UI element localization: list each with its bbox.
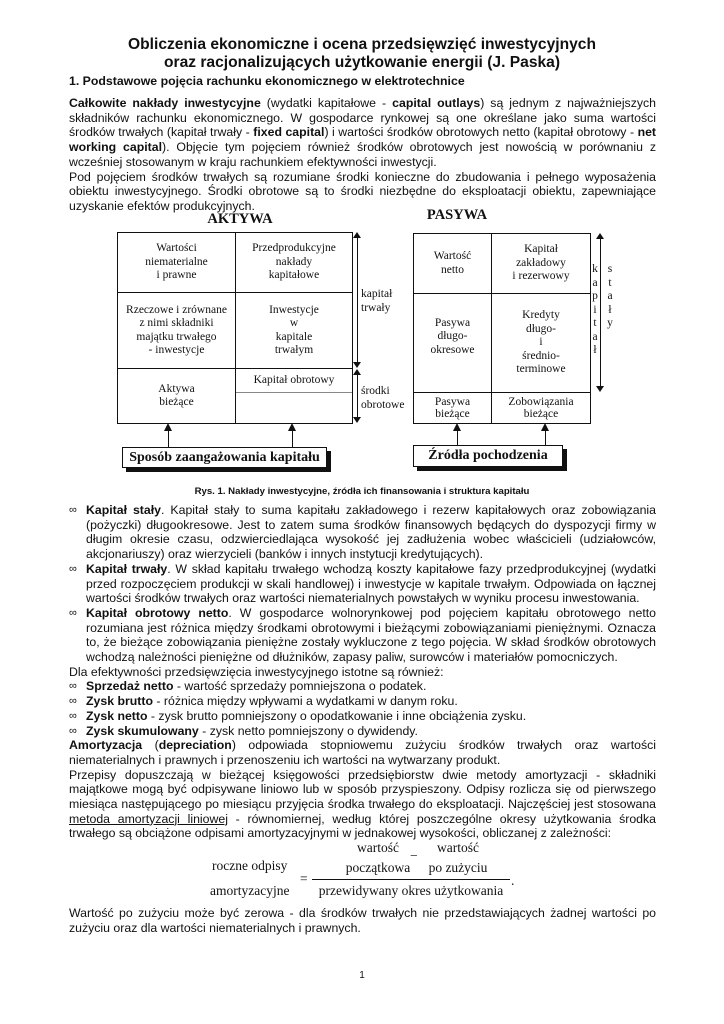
list-item: ∞ Zysk brutto - różnica między wpływami a wydatkami w danym roku. xyxy=(69,694,458,709)
figure-caption: Rys. 1. Nakłady inwestycyjne, źródła ich finansowania i struktura kapitału xyxy=(194,486,530,497)
bullet-icon: ∞ xyxy=(69,562,77,575)
pasywa-cell: Kapitał zakładowy i rezerwowy xyxy=(512,243,570,283)
amortization-paragraph: Amortyzacja (depreciation) odpowiada stopniowemu zużyciu środków trwałych oraz wartości niematerialnych i prawnych i przenoszeniu ich wartości na wytwarzany produkt. xyxy=(69,738,656,767)
rules-paragraph: Przepisy dopuszczają w bieżącej księgowości przedsiębiorstw dwie metody amortyzacji - składniki majątkowe mogą być odpisywane liniowo lub w sposób przyspieszony. Odpisy rozlicza się od pierwszego miesiąca następującego po miesiącu przyjęcia środka trwałego do eksploatacji. Najczęściej jest stosowana metoda amortyzacji liniowej - równomiernej, według której poszczególne okresy użytkowania środka trwałego są obciążone odpisami amortyzacyjnymi w jednakowej wysokości, obliczanej z zależności: xyxy=(69,767,657,841)
depreciation-formula xyxy=(0,838,724,898)
list-item: ∞ Kapitał stały. Kapitał stały to suma kapitału zakładowego i rezerw kapitałowych oraz zobowiązania (pożyczki) długookresowe. Jest to zatem suma środków finansowych będących do dyspozycji firmy w długim okresie czasu, odzwierciedlająca wysokość jej zadłużenia wobec właścicieli (udziałowców, akcjonariuszy) oraz wierzycieli (banków i innych instytucji kredytujących). xyxy=(69,503,656,562)
capital-structure-diagram xyxy=(0,0,724,480)
formula-period: . xyxy=(511,873,515,888)
bullet-icon: ∞ xyxy=(69,680,77,693)
pasywa-cell: Pasywa długo- okresowe xyxy=(430,316,475,356)
list-item: ∞ Kapitał obrotowy netto. W gospodarce wolnorynkowej pod pojęciem kapitału obrotowego netto rozumiana jest różnica między środkami obrotowymi i bieżącymi zobowiązaniami pieniężnymi. Oznacza to, że bieżące zobowiązania pieniężne zostały wykluczone z tego pojęcia. W skład środków obrotowych wchodzą należności pieniężne od dłużników, zapasy paliw, surowców i materiałów pomocniczych. xyxy=(69,605,656,665)
bullet-icon: ∞ xyxy=(69,695,77,708)
formula-minus: − xyxy=(410,848,418,863)
intro-paragraph-1: Całkowite nakłady inwestycyjne (wydatki kapitałowe - capital outlays) są jednym z najważniejszych składników rachunku ekonomicznego. W gospodarce rynkowej są one określane jako suma wartości środków trwałych (kapitał trwały - fixed capital) i wartości środków obrotowych netto (kapitał obrotowy - net working capital). Objęcie tym pojęciem również środków obrotowych jest nowością w porównaniu z wcześniej stosowanym w kraju rachunkiem efektywności inwestycji. xyxy=(69,96,657,169)
linear-method-term: metoda amortyzacji liniowej xyxy=(69,811,228,826)
label-current-assets: środki obrotowe xyxy=(361,385,405,411)
aktywa-cell: Kapitał obrotowy xyxy=(253,373,335,386)
aktywa-cell: Rzeczowe i zrównane z nimi składniki majątku trwałego - inwestycje xyxy=(126,303,227,356)
efficiency-list xyxy=(69,679,656,738)
intro-paragraph-2: Pod pojęciem środków trwałych są rozumiane środki konieczne do zbudowania i pełnego wyposażenia obiektu inwestycyjnego. Środki obrotowe są to środki niezbędne do eksploatacji obiektu, zapewniające uzyskanie efektów produkcyjnych. xyxy=(69,169,656,213)
title-line-1: Obliczenia ekonomiczne i ocena przedsięwzięć inwestycyjnych xyxy=(128,36,596,53)
formula-lhs-bottom: amortyzacyjne xyxy=(210,883,290,898)
capital-definitions-list xyxy=(69,503,656,665)
formula-num1a: wartość xyxy=(357,840,399,855)
pasywa-footer-box: Źródła pochodzenia xyxy=(413,445,563,467)
label-kapital-vertical: k a p i t a ł xyxy=(592,263,598,356)
title-line-2: oraz racjonalizujących użytkowanie energii (J. Paska) xyxy=(163,54,561,71)
efficiency-intro: Dla efektywności przedsięwzięcia inwestycyjnego istotne są również: xyxy=(69,664,444,679)
aktywa-cell: Aktywa bieżące xyxy=(158,382,195,408)
formula-lhs-top: roczne odpisy xyxy=(212,858,288,873)
pasywa-cell: Wartość netto xyxy=(433,250,472,276)
aktywa-title: AKTYWA xyxy=(207,211,273,227)
formula-equals: = xyxy=(300,871,308,886)
pasywa-cell: Pasywa bieżące xyxy=(434,395,471,420)
pasywa-cell: Kredyty długo- i średnio- terminowe xyxy=(516,309,566,376)
aktywa-cell: Przedprodukcyjne nakłady kapitałowe xyxy=(252,242,336,282)
list-item: ∞ Zysk netto - zysk brutto pomniejszony o opodatkowanie i inne obciążenia zysku. xyxy=(69,708,527,723)
list-item: ∞ Kapitał trwały. W skład kapitału trwałego wchodzą koszty kapitałowe fazy przedprodukcyjnej (wydatki przed rozpoczęciem produkcji w skali handlowej) i inwestycje w kapitale trwałym. Odpowiada on łącznej wartości środków trwałych oraz wartości niematerialnych powstałych w wyniku procesu inwestowania. xyxy=(69,561,656,606)
bullet-icon: ∞ xyxy=(69,504,77,516)
formula-num2b: po zużyciu xyxy=(428,860,488,875)
aktywa-cell: Inwestycje w kapitale trwałym xyxy=(269,303,319,356)
final-paragraph: Wartość po zużyciu może być zerowa - dla środków trwałych nie przedstawiających żadnej wartości po zużyciu oraz dla wartości niematerialnych i prawnych. xyxy=(69,906,656,935)
bullet-icon: ∞ xyxy=(69,606,77,619)
label-staly-vertical: s t a ł y xyxy=(607,263,613,329)
bullet-icon: ∞ xyxy=(69,724,77,737)
page-number: 1 xyxy=(359,970,365,981)
bullet-icon: ∞ xyxy=(69,709,77,722)
pasywa-title: PASYWA xyxy=(426,207,488,223)
list-item: ∞ Zysk skumulowany - zysk netto pomniejszony o dywidendy. xyxy=(69,723,418,738)
list-item: ∞ Sprzedaż netto - wartość sprzedaży pomniejszona o podatek. xyxy=(69,679,427,694)
pasywa-cell: Zobowiązania bieżące xyxy=(508,395,574,420)
formula-denominator: przewidywany okres użytkowania xyxy=(318,883,504,898)
aktywa-footer-box: Sposób zaangażowania kapitału xyxy=(122,447,327,468)
formula-num1b: początkowa xyxy=(345,860,411,875)
aktywa-cell: Wartości niematerialne i prawne xyxy=(145,242,208,282)
formula-num2a: wartość xyxy=(437,840,479,855)
label-fixed-capital: kapitał trwały xyxy=(361,288,393,314)
section-heading: 1. Podstawowe pojęcia rachunku ekonomicznego w elektrotechnice xyxy=(69,74,465,88)
body-text xyxy=(69,503,656,841)
fraction-bar xyxy=(312,879,510,880)
